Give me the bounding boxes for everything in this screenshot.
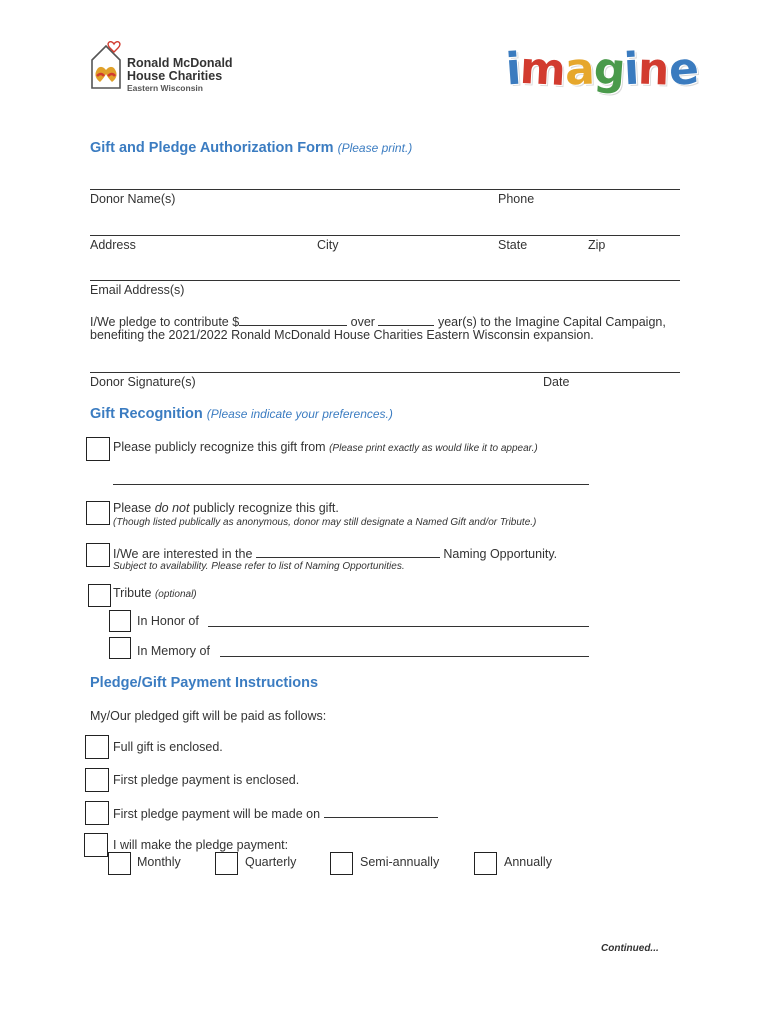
do-not-recognize-row [113, 501, 339, 515]
email-label: Email Address(s) [90, 283, 185, 297]
logo-line-2: House Charities [127, 69, 223, 83]
in-honor-checkbox[interactable] [109, 610, 131, 632]
in-memory-label: In Memory of [137, 644, 210, 658]
address-field[interactable] [90, 235, 680, 236]
rmhc-logo [88, 38, 238, 94]
do-not-recognize-post: publicly recognize this gift. [192, 501, 339, 515]
full-gift-checkbox[interactable] [85, 735, 109, 759]
pledge-text-1: I/We pledge to contribute $ [90, 315, 240, 329]
signature-field[interactable] [90, 372, 680, 373]
imagine-letter: i [622, 43, 640, 96]
first-made-on-date-field[interactable] [324, 805, 438, 818]
naming-pre: I/We are interested in the [113, 547, 253, 561]
phone-label: Phone [498, 192, 535, 206]
in-honor-label: In Honor of [137, 614, 199, 628]
naming-note: Subject to availability. Please refer to list of Naming Opportunities. [113, 561, 405, 572]
imagine-letter: a [564, 43, 595, 96]
in-memory-checkbox[interactable] [109, 637, 131, 659]
zip-label: Zip [588, 238, 606, 252]
full-gift-label: Full gift is enclosed. [113, 740, 223, 754]
do-not-recognize-pre: Please [113, 501, 152, 515]
publicly-recognize-row [113, 440, 538, 454]
gift-recognition-title: Gift Recognition [90, 406, 203, 422]
quarterly-checkbox[interactable] [215, 852, 238, 875]
naming-opportunity-field[interactable] [256, 545, 440, 558]
first-enclosed-checkbox[interactable] [85, 768, 109, 792]
pledge-text-over: over [350, 315, 375, 329]
in-honor-field[interactable] [208, 626, 589, 627]
imagine-letter: n [637, 43, 670, 96]
date-label: Date [543, 375, 570, 389]
will-make-label: I will make the pledge payment: [113, 838, 289, 852]
logo-line-1: Ronald McDonald [127, 56, 233, 70]
imagine-letter: m [518, 42, 567, 97]
do-not-recognize-note: (Though listed publically as anonymous, donor may still designate a Named Gift and/or Tribute.) [113, 517, 537, 528]
first-made-on-checkbox[interactable] [85, 801, 109, 825]
pledge-text-2: year(s) to the Imagine Capital Campaign, [437, 315, 666, 329]
payment-intro: My/Our pledged gift will be paid as follows: [90, 709, 327, 723]
logo-line-3: Eastern Wisconsin [127, 83, 203, 93]
form-title-note: (Please print.) [337, 141, 413, 155]
quarterly-label: Quarterly [245, 855, 297, 869]
continued-note: Continued... [601, 943, 659, 954]
tribute-note: (optional) [154, 589, 197, 600]
tribute-checkbox[interactable] [88, 584, 111, 607]
form-title-text: Gift and Pledge Authorization Form [90, 140, 334, 156]
do-not-recognize-checkbox[interactable] [86, 501, 110, 525]
publicly-recognize-label: Please publicly recognize this gift from [113, 440, 326, 454]
annually-label: Annually [504, 855, 552, 869]
gift-recognition-note: (Please indicate your preferences.) [206, 407, 393, 421]
naming-opportunity-row [113, 545, 557, 561]
pledge-text-3: benefiting the 2021/2022 Ronald McDonald House Charities Eastern Wisconsin expansion. [90, 328, 594, 342]
imagine-letter: e [666, 43, 700, 96]
tribute-row [113, 586, 197, 600]
naming-post: Naming Opportunity. [443, 547, 558, 561]
semi-annually-label: Semi-annually [360, 855, 440, 869]
do-not-recognize-em: do not [154, 501, 190, 515]
pledge-amount-field[interactable] [239, 313, 347, 326]
donor-name-label: Donor Name(s) [90, 192, 176, 206]
first-made-on-label: First pledge payment will be made on [113, 807, 321, 821]
form-title [90, 140, 412, 156]
recognition-name-field[interactable] [113, 484, 589, 485]
monthly-label: Monthly [137, 855, 181, 869]
first-enclosed-label: First pledge payment is enclosed. [113, 773, 300, 787]
address-label: Address [90, 238, 136, 252]
imagine-letter: g [591, 42, 626, 97]
tribute-label: Tribute [113, 586, 152, 600]
semi-annually-checkbox[interactable] [330, 852, 353, 875]
house-heart-icon [88, 38, 124, 94]
email-field[interactable] [90, 280, 680, 281]
imagine-letter: i [504, 43, 522, 96]
pledge-years-field[interactable] [378, 313, 434, 326]
imagine-logo [504, 42, 700, 97]
annually-checkbox[interactable] [474, 852, 497, 875]
will-make-checkbox[interactable] [84, 833, 108, 857]
naming-opportunity-checkbox[interactable] [86, 543, 110, 567]
signature-label: Donor Signature(s) [90, 375, 196, 389]
state-label: State [498, 238, 528, 252]
publicly-recognize-checkbox[interactable] [86, 437, 110, 461]
donor-name-field[interactable] [90, 189, 680, 190]
city-label: City [317, 238, 339, 252]
in-memory-field[interactable] [220, 656, 589, 657]
publicly-recognize-note: (Please print exactly as would like it to appear.) [329, 443, 538, 454]
gift-recognition-heading [90, 406, 393, 422]
pledge-statement [90, 313, 666, 329]
payment-heading: Pledge/Gift Payment Instructions [90, 675, 319, 691]
monthly-checkbox[interactable] [108, 852, 131, 875]
first-made-on-row [113, 805, 438, 821]
